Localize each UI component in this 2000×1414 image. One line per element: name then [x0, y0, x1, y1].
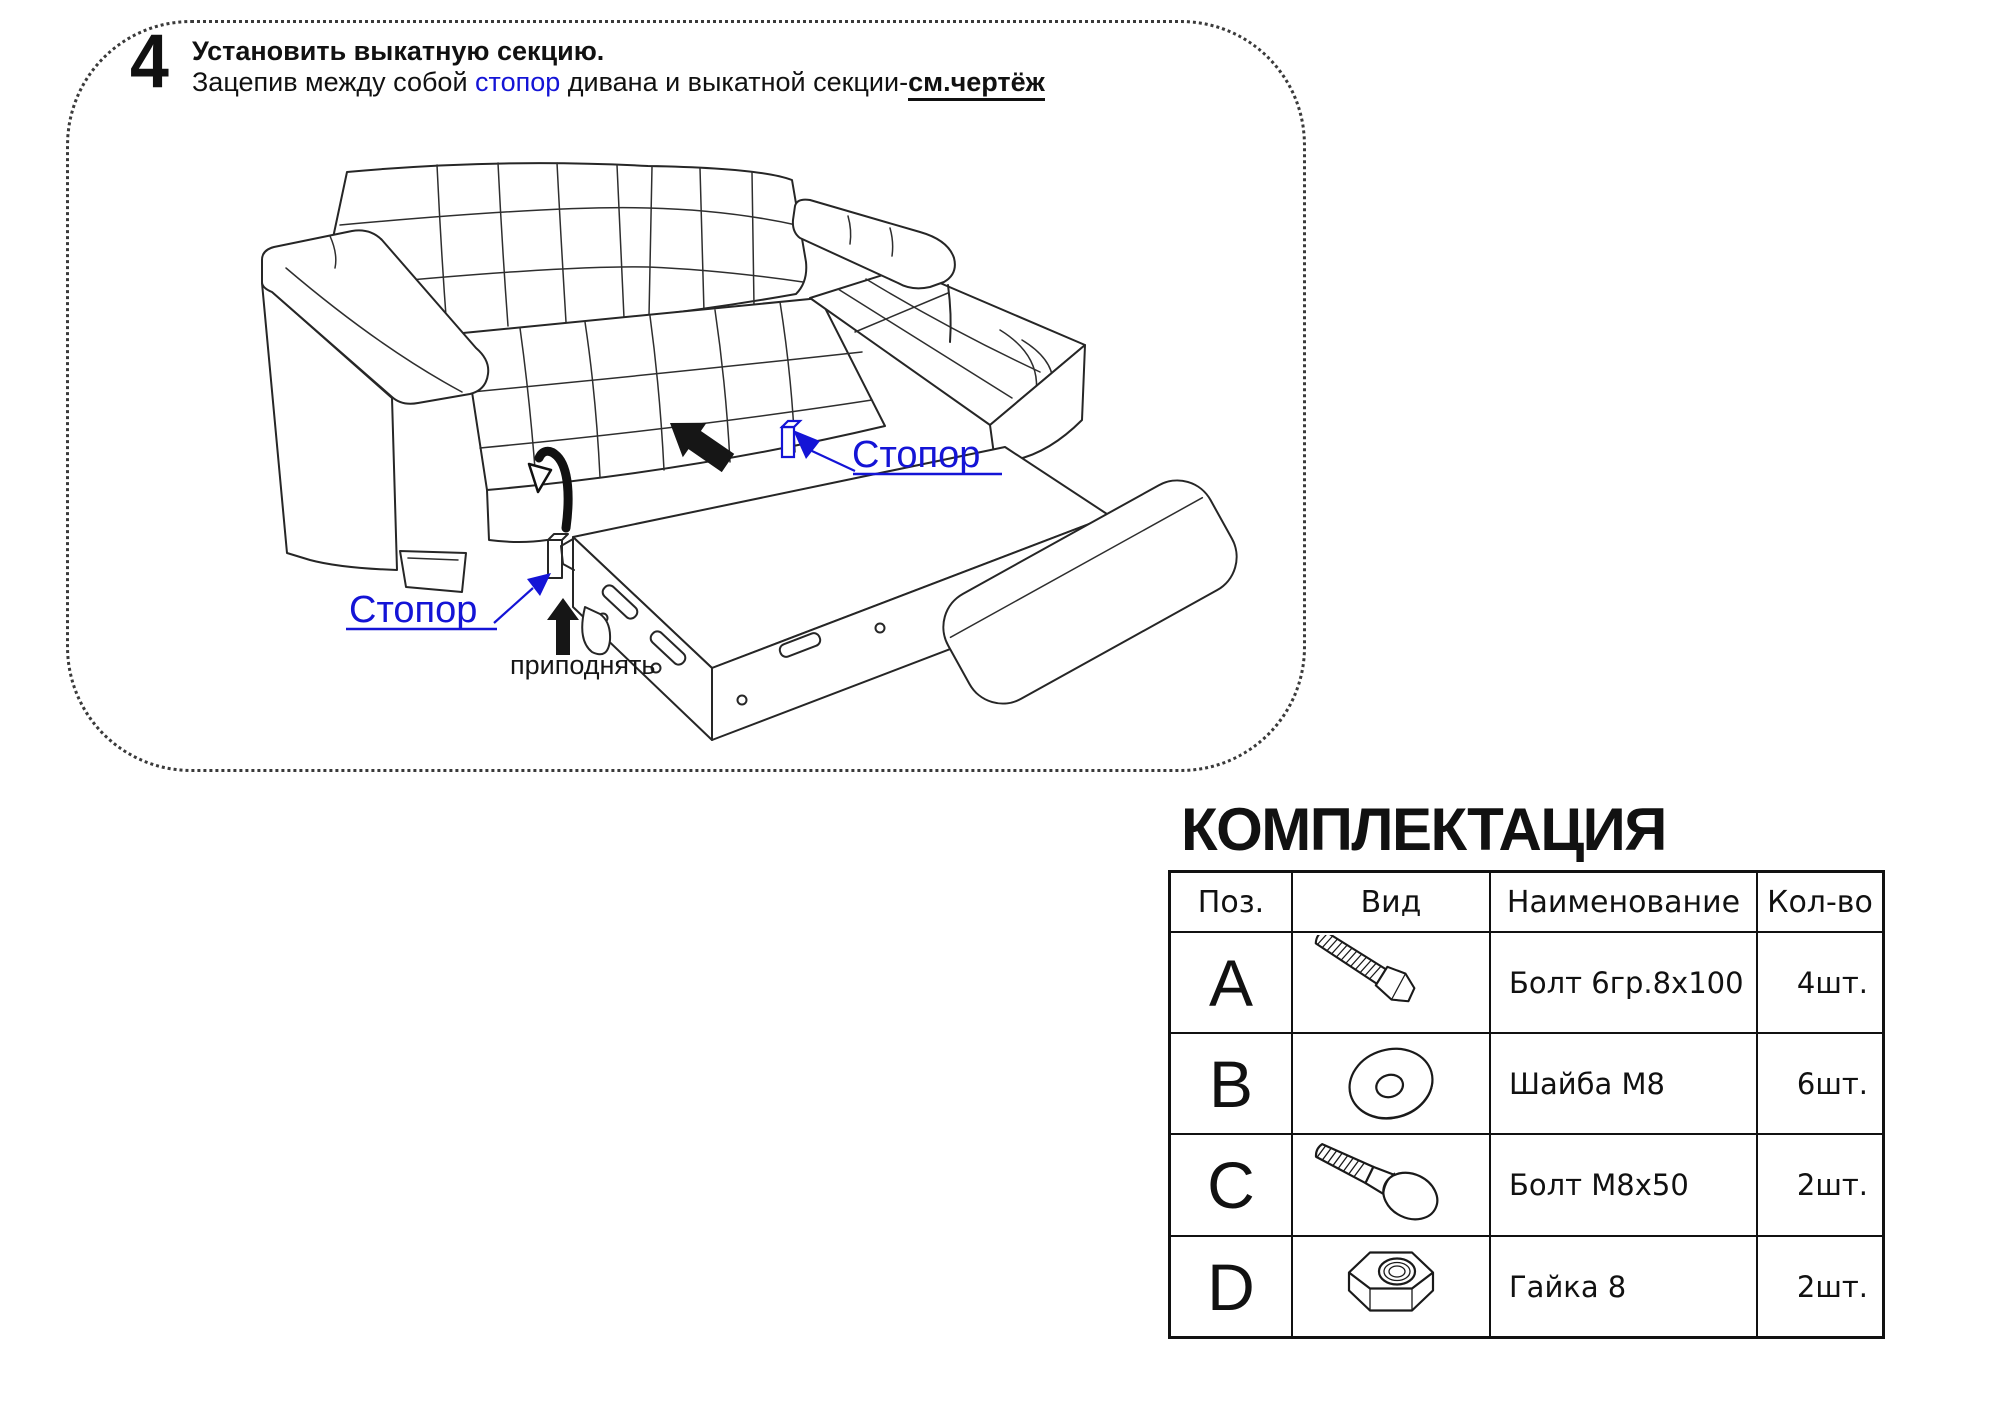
table-row-qty: 2шт.	[1758, 1135, 1882, 1237]
table-row-pos: B	[1171, 1034, 1293, 1135]
subtitle-stopper-word: стопор	[475, 67, 561, 97]
stopper-top-label: Стопор	[852, 434, 981, 476]
table-row-pos: C	[1171, 1135, 1293, 1237]
table-row-name: Болт 6гр.8х100	[1491, 933, 1758, 1034]
table-row-name: Гайка 8	[1491, 1237, 1758, 1336]
parts-table	[1168, 870, 1885, 1339]
step-number: 4	[130, 19, 169, 104]
kit-title: КОМПЛЕКТАЦИЯ	[1181, 796, 1666, 863]
lift-label: приподнять	[510, 650, 656, 680]
step-title: Установить выкатную секцию.	[192, 36, 605, 66]
col-header-view: Вид	[1293, 873, 1491, 933]
table-row-name: Шайба М8	[1491, 1034, 1758, 1135]
table-row-pos: A	[1171, 933, 1293, 1034]
table-row-view	[1293, 1135, 1491, 1237]
stopper-bottom-label: Стопор	[349, 589, 478, 631]
table-row-view	[1293, 933, 1491, 1034]
table-row-qty: 2шт.	[1796, 1269, 1868, 1304]
subtitle-prefix: Зацепив между собой	[192, 67, 476, 97]
col-header-qty: Кол-во	[1758, 873, 1882, 933]
washer-icon	[1296, 1036, 1486, 1131]
table-row-name: Болт М8х50	[1491, 1135, 1758, 1237]
col-header-pos: Поз.	[1171, 873, 1293, 933]
carriage-bolt-icon	[1296, 1138, 1486, 1233]
table-row-qty: 4шт.	[1758, 933, 1882, 1034]
table-row-view	[1293, 1034, 1491, 1135]
hex-bolt-icon	[1296, 935, 1486, 1030]
table-row-qty: 6шт.	[1758, 1034, 1882, 1135]
table-row-view	[1293, 1237, 1491, 1336]
col-header-name: Наименование	[1491, 873, 1758, 933]
table-row-pos: D	[1171, 1237, 1293, 1336]
nut-icon	[1296, 1239, 1486, 1334]
see-drawing-link: см.чертёж	[908, 67, 1045, 101]
sofa-stopper-part	[548, 534, 568, 578]
subtitle-middle: дивана и выкатной секции-	[560, 67, 909, 97]
